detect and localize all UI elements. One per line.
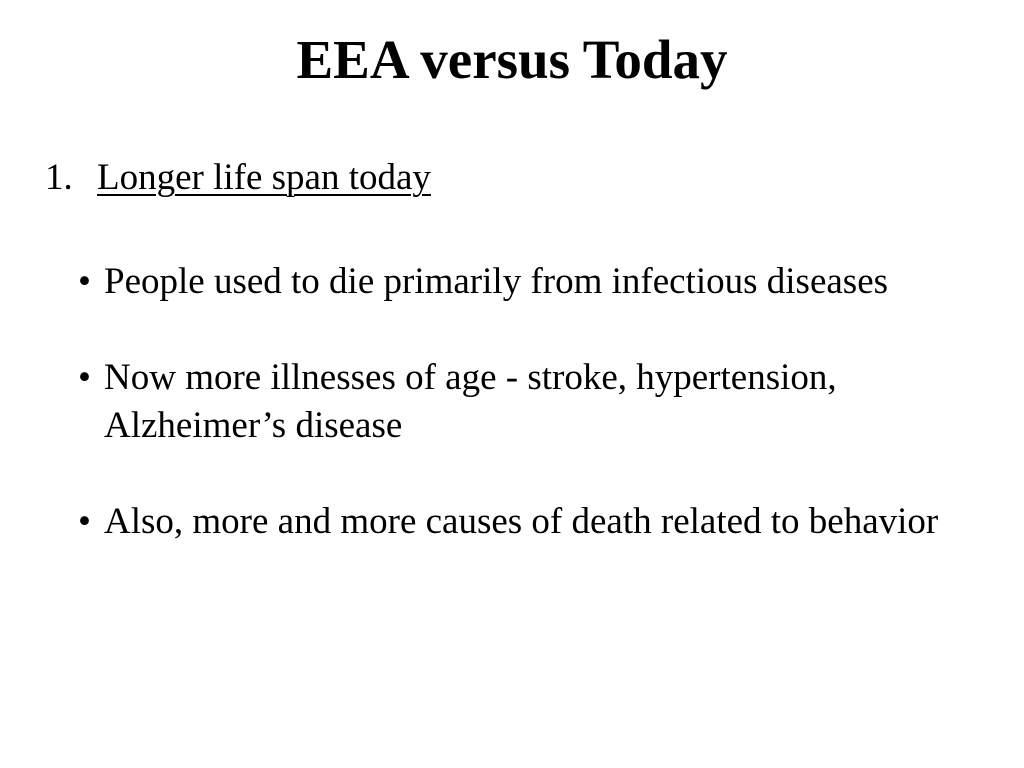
bullet-text: Also, more and more causes of death related to behavior [104,501,939,542]
numbered-item [45,156,431,200]
bullet-item [78,354,978,450]
item-label: Longer life span today [97,157,431,198]
bullet-dot: • [78,501,91,542]
bullet-item [78,498,978,546]
bullet-dot: • [78,261,91,302]
bullet-text: People used to die primarily from infectious diseases [104,261,889,302]
bullet-list [78,258,978,594]
item-number: 1. [45,157,73,198]
bullet-item [78,258,978,306]
slide-title: EEA versus Today [296,29,728,90]
bullet-text: Now more illnesses of age - stroke, hypertension, Alzheimer’s disease [104,357,837,446]
bullet-dot: • [78,357,91,398]
